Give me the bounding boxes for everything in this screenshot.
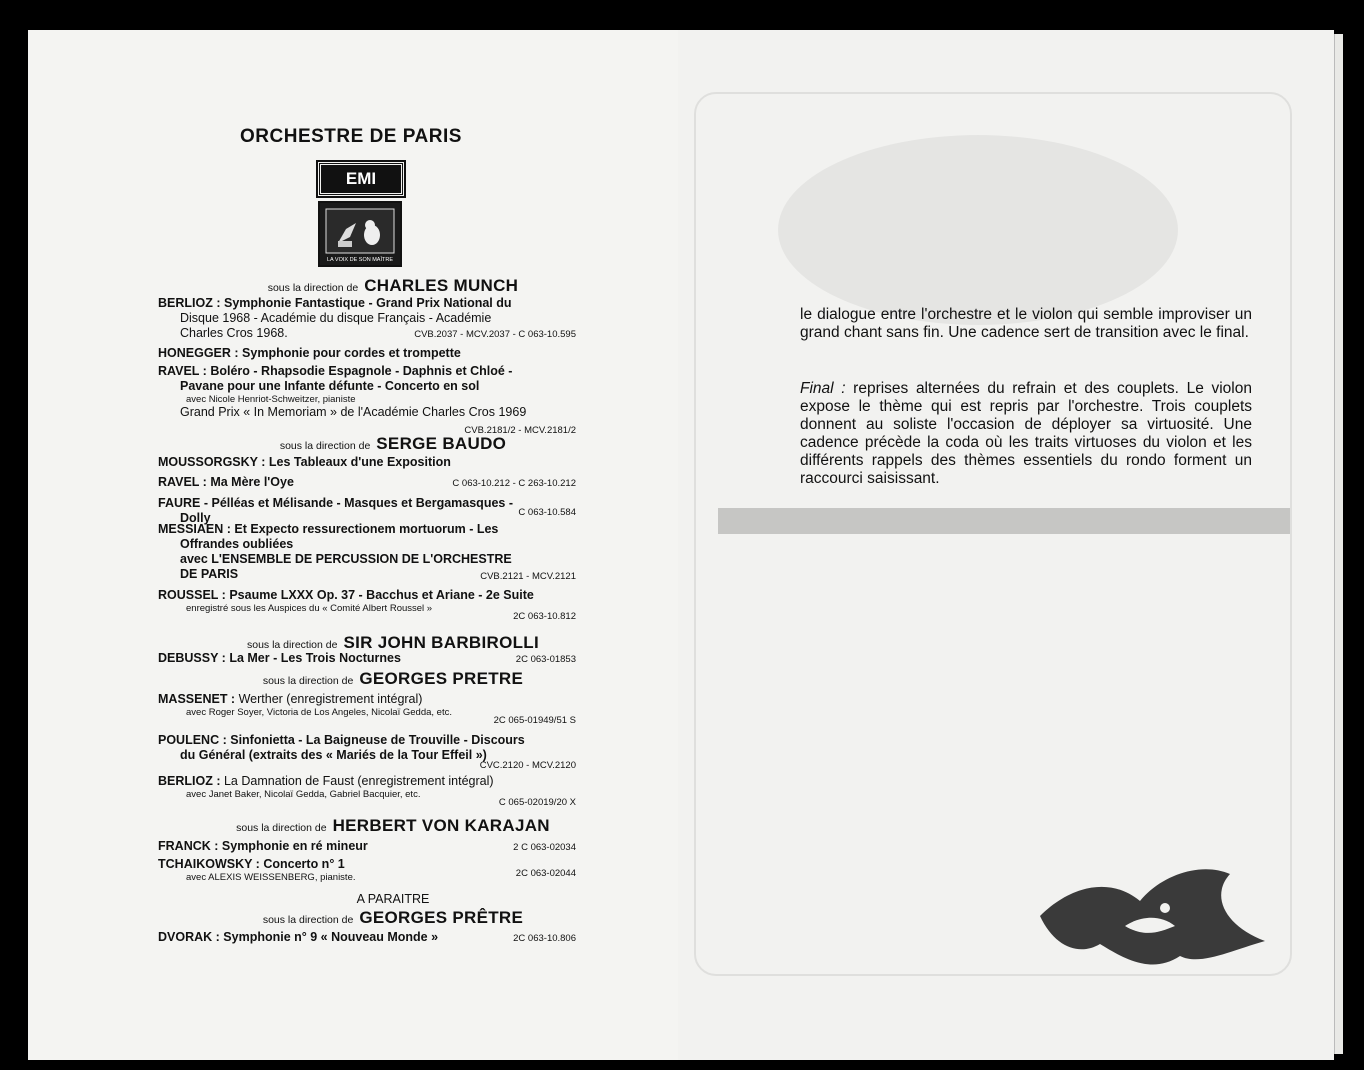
orchestra-title: ORCHESTRE DE PARIS [240,126,462,147]
work-entry: MASSENET : Werther (enregistrement intégral) avec Roger Soyer, Victoria de Los Angeles, Nicolaï Gedda, etc. 2C 065-01949/51 S [158,692,576,726]
work-entry: DEBUSSY : La Mer - Les Trois Nocturnes 2C 063-01853 [158,651,576,665]
work-entry: FRANCK : Symphonie en ré mineur 2 C 063-02034 [158,839,576,853]
conductor-heading: sous la direction de GEORGES PRÊTRE [262,908,524,927]
work-entry: BERLIOZ : Symphonie Fantastique - Grand Prix National du Disque 1968 - Académie du disque Français - Académie Charles Cros 1968. CVB.2037 - MCV.2037 - C 063-10.595 [158,296,576,340]
work-entry: ROUSSEL : Psaume LXXX Op. 37 - Bacchus et Ariane - 2e Suite enregistré sous les Auspices du « Comité Albert Roussel » 2C 063-10.812 [158,588,576,622]
work-entry: BERLIOZ : La Damnation de Faust (enregistrement intégral) avec Janet Baker, Nicolaï Gedda, Gabriel Bacquier, etc. C 065-02019/20 X [158,774,576,808]
hmv-caption: LA VOIX DE SON MAÎTRE [326,257,394,263]
his-masters-voice-logo [318,201,402,267]
work-entry: MESSIAEN : Et Expecto ressurectionem mortuorum - Les Offrandes oubliées avec L'ENSEMBLE DE PERCUSSION DE L'ORCHESTRE DE PARIS CVB.2121 - MCV.2121 [158,522,576,582]
work-entry: TCHAIKOWSKY : Concerto n° 1 avec ALEXIS WEISSENBERG, pianiste. 2C 063-02044 [158,857,576,883]
bird-emblem-icon [1030,856,1270,976]
work-entry: MOUSSORGSKY : Les Tableaux d'une Exposition [158,455,451,469]
conductor-heading: sous la direction de HERBERT VON KARAJAN [236,816,550,835]
work-entry: DVORAK : Symphonie n° 9 « Nouveau Monde » 2C 063-10.806 [158,930,576,944]
page-edge [1334,34,1343,1054]
upcoming-heading: A PARAITRE [356,892,430,906]
work-entry: HONEGGER : Symphonie pour cordes et trompette [158,346,461,360]
gramophone-dog-icon [320,203,400,265]
conductor-heading: sous la direction de SIR JOHN BARBIROLLI [246,633,540,652]
left-page [28,30,678,1060]
work-entry: FAURE - Pélléas et Mélisande - Masques et Bergamasques - Dolly C 063-10.584 [158,496,576,525]
work-entry: RAVEL : Ma Mère l'Oye C 063-10.212 - C 263-10.212 [158,475,576,489]
conductor-heading: sous la direction de GEORGES PRETRE [262,669,524,688]
emi-logo: EMI [318,162,404,196]
right-page [678,30,1334,1060]
work-entry: RAVEL : Boléro - Rhapsodie Espagnole - Daphnis et Chloé - Pavane pour une Infante défunte - Concerto en sol avec Nicole Henriot-Schweitzer, pianiste Grand Prix « In Memoriam » de l'Académie Charles Cros 1969 CVB.2181/2 - MCV.2181/2 [158,364,576,436]
work-entry: POULENC : Sinfonietta - La Baigneuse de Trouville - Discours du Général (extraits des « Mariés de la Tour Effeil ») CVC.2120 - MCV.2120 [158,733,576,771]
paragraph-final: Final : reprises alternées du refrain et des couplets. Le violon expose le thème qui est repris par l'orchestre. Trois couplets donnent au soliste l'occasion de déployer sa virtuosité. Une cadence précède la coda où les traits virtuoses du violon et les différents rappels des thèmes essentiels du rondo forment un raccourci saisissant. [800,380,1252,487]
bleed-through-band [718,508,1290,534]
paragraph-dialogue: le dialogue entre l'orchestre et le violon qui semble improviser un grand chant sans fin. Une cadence sert de transition avec le final. [800,306,1252,341]
conductor-heading: sous la direction de CHARLES MUNCH [267,276,519,295]
conductor-heading: sous la direction de SERGE BAUDO [279,434,507,453]
bleed-through-oval [768,130,1188,330]
